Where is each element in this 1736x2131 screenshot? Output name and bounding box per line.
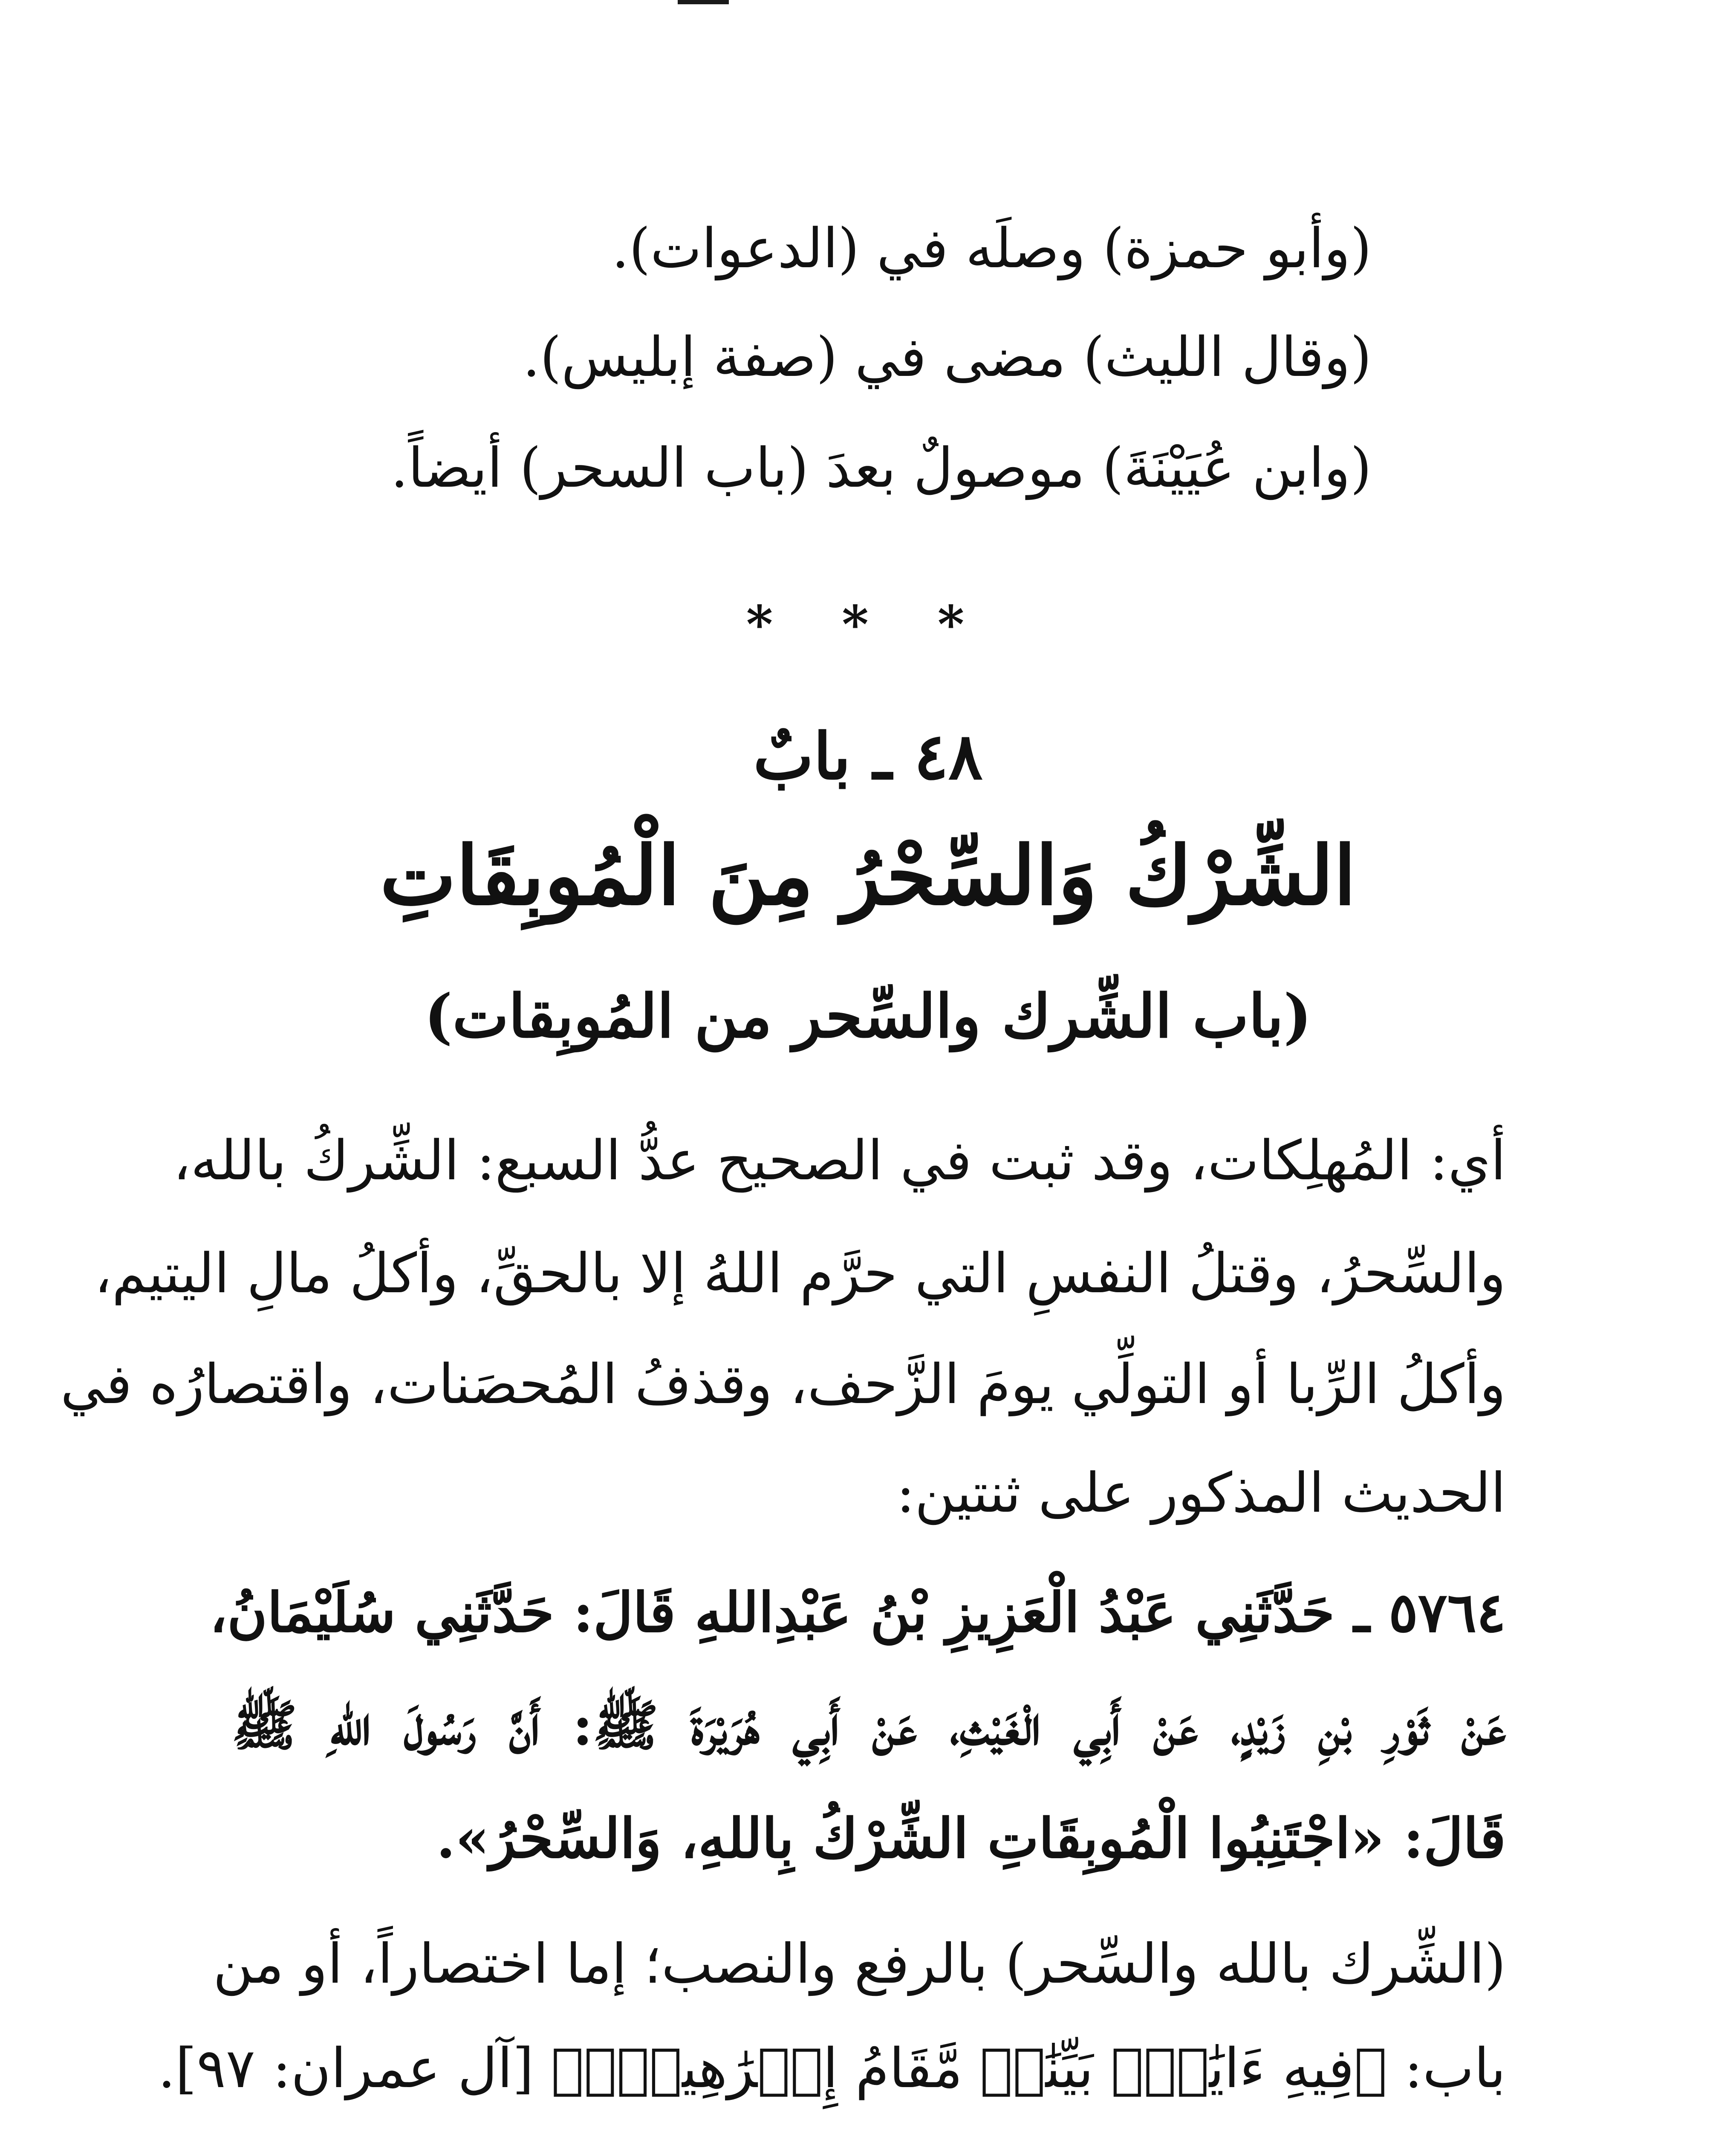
chapter-title: الشِّرْكُ وَالسِّحْرُ مِنَ الْمُوبِقَاتِ	[380, 828, 1356, 923]
hadith-line-1: ٥٧٦٤ ـ حَدَّثَنِي عَبْدُ الْعَزِيزِ بْنُ عَبْدِاللهِ قَالَ: حَدَّثَنِي سُلَيْمَانُ،	[209, 1581, 1506, 1645]
top-rule	[678, 0, 729, 4]
explanation-line-2: باب: ﴿فِيهِ ءَايَٰتُۢ بَيِّنَٰتٞ مَّقَامُ إِبۡرَٰهِيمَۖ﴾ [آل عمران: ٩٧].	[158, 2037, 1506, 2100]
commentary-line-4: الحديث المذكور على ثنتين:	[896, 1461, 1506, 1525]
chapter-subtitle: (باب الشِّرك والسِّحر من المُوبِقات)	[424, 982, 1312, 1051]
hadith-line-3: قَالَ: «اجْتَنِبُوا الْمُوبِقَاتِ الشِّرْكُ بِاللهِ، وَالسِّحْرُ».	[436, 1807, 1506, 1871]
note-line-1: (وأبو حمزة) وصلَه في (الدعوات).	[612, 217, 1372, 280]
commentary-line-3: وأكلُ الرِّبا أو التولِّي يومَ الزَّحف، وقذفُ المُحصَنات، واقتصارُه في	[60, 1353, 1506, 1416]
commentary-line-2: والسِّحرُ، وقتلُ النفسِ التي حرَّم اللهُ إلا بالحقِّ، وأكلُ مالِ اليتيم،	[94, 1242, 1506, 1305]
commentary-line-1: أي: المُهلِكات، وقد ثبت في الصحيح عدُّ السبع: الشِّركُ بالله،	[173, 1129, 1506, 1193]
note-line-3: (وابن عُيَيْنَةَ) موصولٌ بعدَ (باب السحر) أيضاً.	[390, 436, 1372, 500]
chapter-number: ٤٨ ـ بابٌ	[753, 719, 983, 794]
note-line-2: (وقال الليث) مضى في (صفة إبليس).	[523, 326, 1372, 389]
section-separator: * * *	[746, 595, 990, 655]
hadith-line-2: عَنْ ثَوْرِ بْنِ زَيْدٍ، عَنْ أَبِي الْغَيْثِ، عَنْ أَبِي هُرَيْرَةَ ﷺ: أَنَّ رَسُولَ اللهِ ﷺ	[231, 1694, 1506, 1758]
explanation-line-1: (الشِّرك بالله والسِّحر) بالرفع والنصب؛ إما اختصاراً، أو من	[213, 1932, 1506, 1996]
